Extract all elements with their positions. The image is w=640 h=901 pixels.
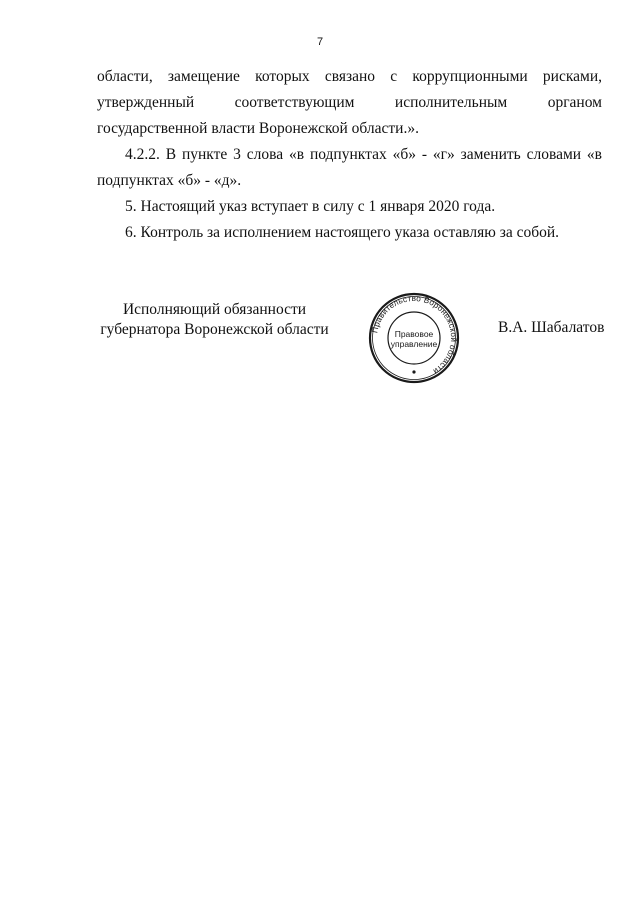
paragraph-6: 6. Контроль за исполнением настоящего указа оставляю за собой. xyxy=(125,224,560,241)
paragraph-5: 5. Настоящий указ вступает в силу с 1 января 2020 года. xyxy=(125,198,496,215)
paragraph-continuation: области, замещение которых связано с коррупционными рисками, утвержденный соответствующим исполнительным органом государственной власти Воронежской области.». xyxy=(97,68,602,137)
document-body xyxy=(97,64,602,246)
signature-title-line-2: губернатора Воронежской области xyxy=(100,321,329,338)
signer-name: В.А. Шабалатов xyxy=(498,319,605,336)
seal-center-line-1: Правовое xyxy=(394,329,434,339)
page-number: 7 xyxy=(316,36,324,48)
seal-bottom-dot xyxy=(412,370,415,373)
seal-center-line-2: управление xyxy=(390,339,438,349)
signature-title xyxy=(97,300,332,340)
seal-ring-text: Правительство Воронежской области xyxy=(370,293,459,376)
signature-title-line-1: Исполняющий обязанности xyxy=(122,301,307,318)
official-seal xyxy=(368,292,460,384)
paragraph-4-2-2: 4.2.2. В пункте 3 слова «в подпунктах «б» - «г» заменить словами «в подпунктах «б» - «д». xyxy=(97,146,602,189)
